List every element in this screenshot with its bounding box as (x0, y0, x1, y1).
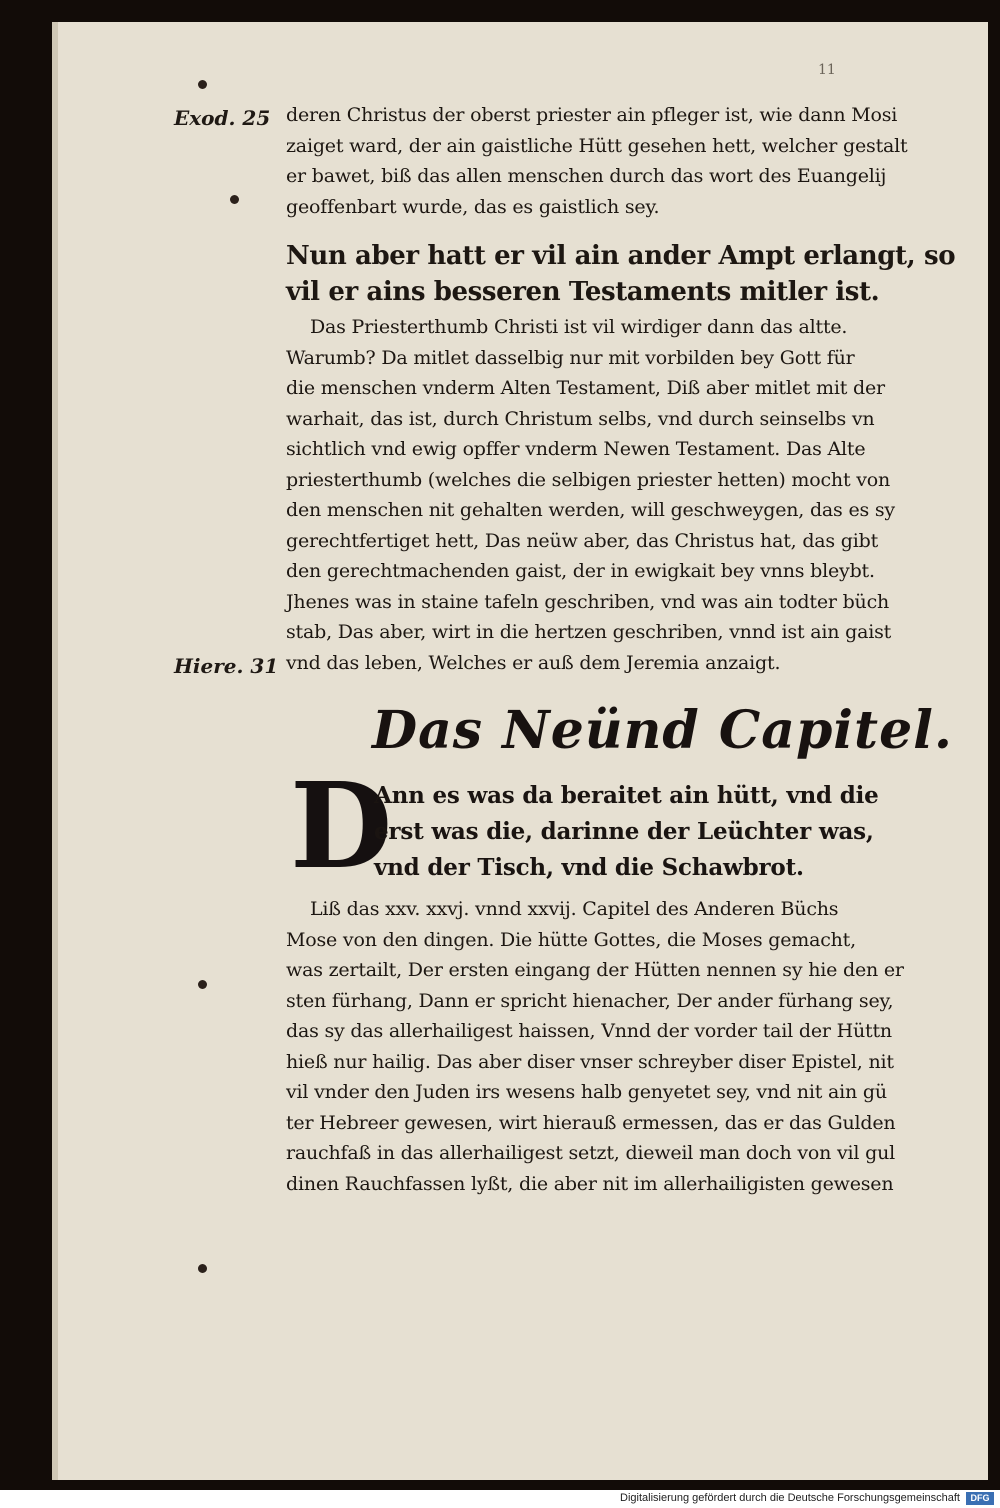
folio-number: 11 (818, 62, 836, 78)
text-line: das sy das allerhailigest haissen, Vnnd der vorder tail der Hüttn (286, 1020, 892, 1042)
text-line: den menschen nit gehalten werden, will geschweygen, das es sy (286, 499, 895, 521)
verse-line: vil er ains besseren Testaments mitler ist. (286, 277, 880, 307)
ink-dot (198, 80, 207, 89)
text-line: deren Christus der oberst priester ain pfleger ist, wie dann Mosi (286, 104, 898, 126)
text-line: geoffenbart wurde, das es gaistlich sey. (286, 195, 660, 218)
text-line: er bawet, biß das allen menschen durch das wort des Euangelij (286, 165, 887, 187)
text-line: warhait, das ist, durch Christum selbs, vnd durch seinselbs vn (286, 407, 875, 430)
text-line: rauchfaß in das allerhailigest setzt, dieweil man doch von vil gul (286, 1142, 896, 1164)
intro-line: erst was die, darinne der Leüchter was, (374, 818, 874, 845)
text-line: die menschen vnderm Alten Testament, Diß aber mitlet mit der (286, 377, 885, 399)
ink-dot (198, 1264, 207, 1273)
paragraph-2 (286, 312, 966, 678)
paragraph-3 (286, 894, 966, 1199)
text-line: stab, Das aber, wirt in die hertzen geschriben, vnnd ist ain gaist (286, 621, 892, 643)
ink-dot (230, 195, 239, 204)
text-line: gerechtfertiget hett, Das neüw aber, das Christus hat, das gibt (286, 529, 879, 552)
text-line: was zertailt, Der ersten eingang der Hütten nennen sy hie den er (286, 959, 904, 981)
text-line: sten fürhang, Dann er spricht hienacher, Der ander fürhang sey, (286, 989, 894, 1012)
dfg-logo: DFG (966, 1492, 994, 1505)
text-line: Jhenes was in staine tafeln geschriben, vnd was ain todter büch (286, 590, 890, 613)
text-line: priesterthumb (welches die selbigen priester hetten) mocht von (286, 468, 891, 491)
verse-heading (286, 238, 966, 310)
intro-line: vnd der Tisch, vnd die Schawbrot. (374, 854, 804, 881)
text-line: vil vnder den Juden irs wesens halb genyetet sey, vnd nit ain gü (286, 1081, 887, 1103)
paragraph-1 (286, 100, 966, 222)
text-line: vnd das leben, Welches er auß dem Jeremia anzaigt. (286, 651, 781, 674)
footer-credit: Digitalisierung gefördert durch die Deutsche Forschungsgemeinschaft (620, 1492, 960, 1504)
text-line: den gerechtmachenden gaist, der in ewigkait bey vnns bleybt. (286, 560, 875, 582)
text-line: hieß nur hailig. Das aber diser vnser schreyber diser Epistel, nit (286, 1050, 894, 1073)
margin-note-hiere: Hiere. 31 (174, 654, 279, 678)
ink-dot (198, 980, 207, 989)
text-line: zaiget ward, der ain gaistliche Hütt gesehen hett, welcher gestalt (286, 134, 908, 157)
chapter-title: Das Neünd Capitel. (372, 700, 954, 761)
verse-line: Nun aber hatt er vil ain ander Ampt erlangt, so (286, 241, 956, 271)
intro-line: Ann es was da beraitet ain hütt, vnd die (374, 782, 879, 809)
text-line: dinen Rauchfassen lyßt, die aber nit im allerhailigisten gewesen (286, 1172, 894, 1195)
text-line: sichtlich vnd ewig opffer vnderm Newen Testament. Das Alte (286, 438, 866, 460)
text-line: ter Hebreer gewesen, wirt hierauß ermessen, das er das Gulden (286, 1111, 896, 1134)
text-line: Liß das xxv. xxvj. vnnd xxvij. Capitel des Anderen Büchs (310, 898, 839, 920)
text-line: Warumb? Da mitlet dasselbig nur mit vorbilden bey Gott für (286, 346, 855, 369)
text-line: Das Priesterthumb Christi ist vil wirdiger dann das altte. (310, 316, 848, 338)
chapter-intro (374, 778, 974, 886)
drop-cap-initial: D (290, 756, 393, 895)
margin-note-exod: Exod. 25 (174, 106, 271, 130)
text-line: Mose von den dingen. Die hütte Gottes, die Moses gemacht, (286, 928, 856, 951)
